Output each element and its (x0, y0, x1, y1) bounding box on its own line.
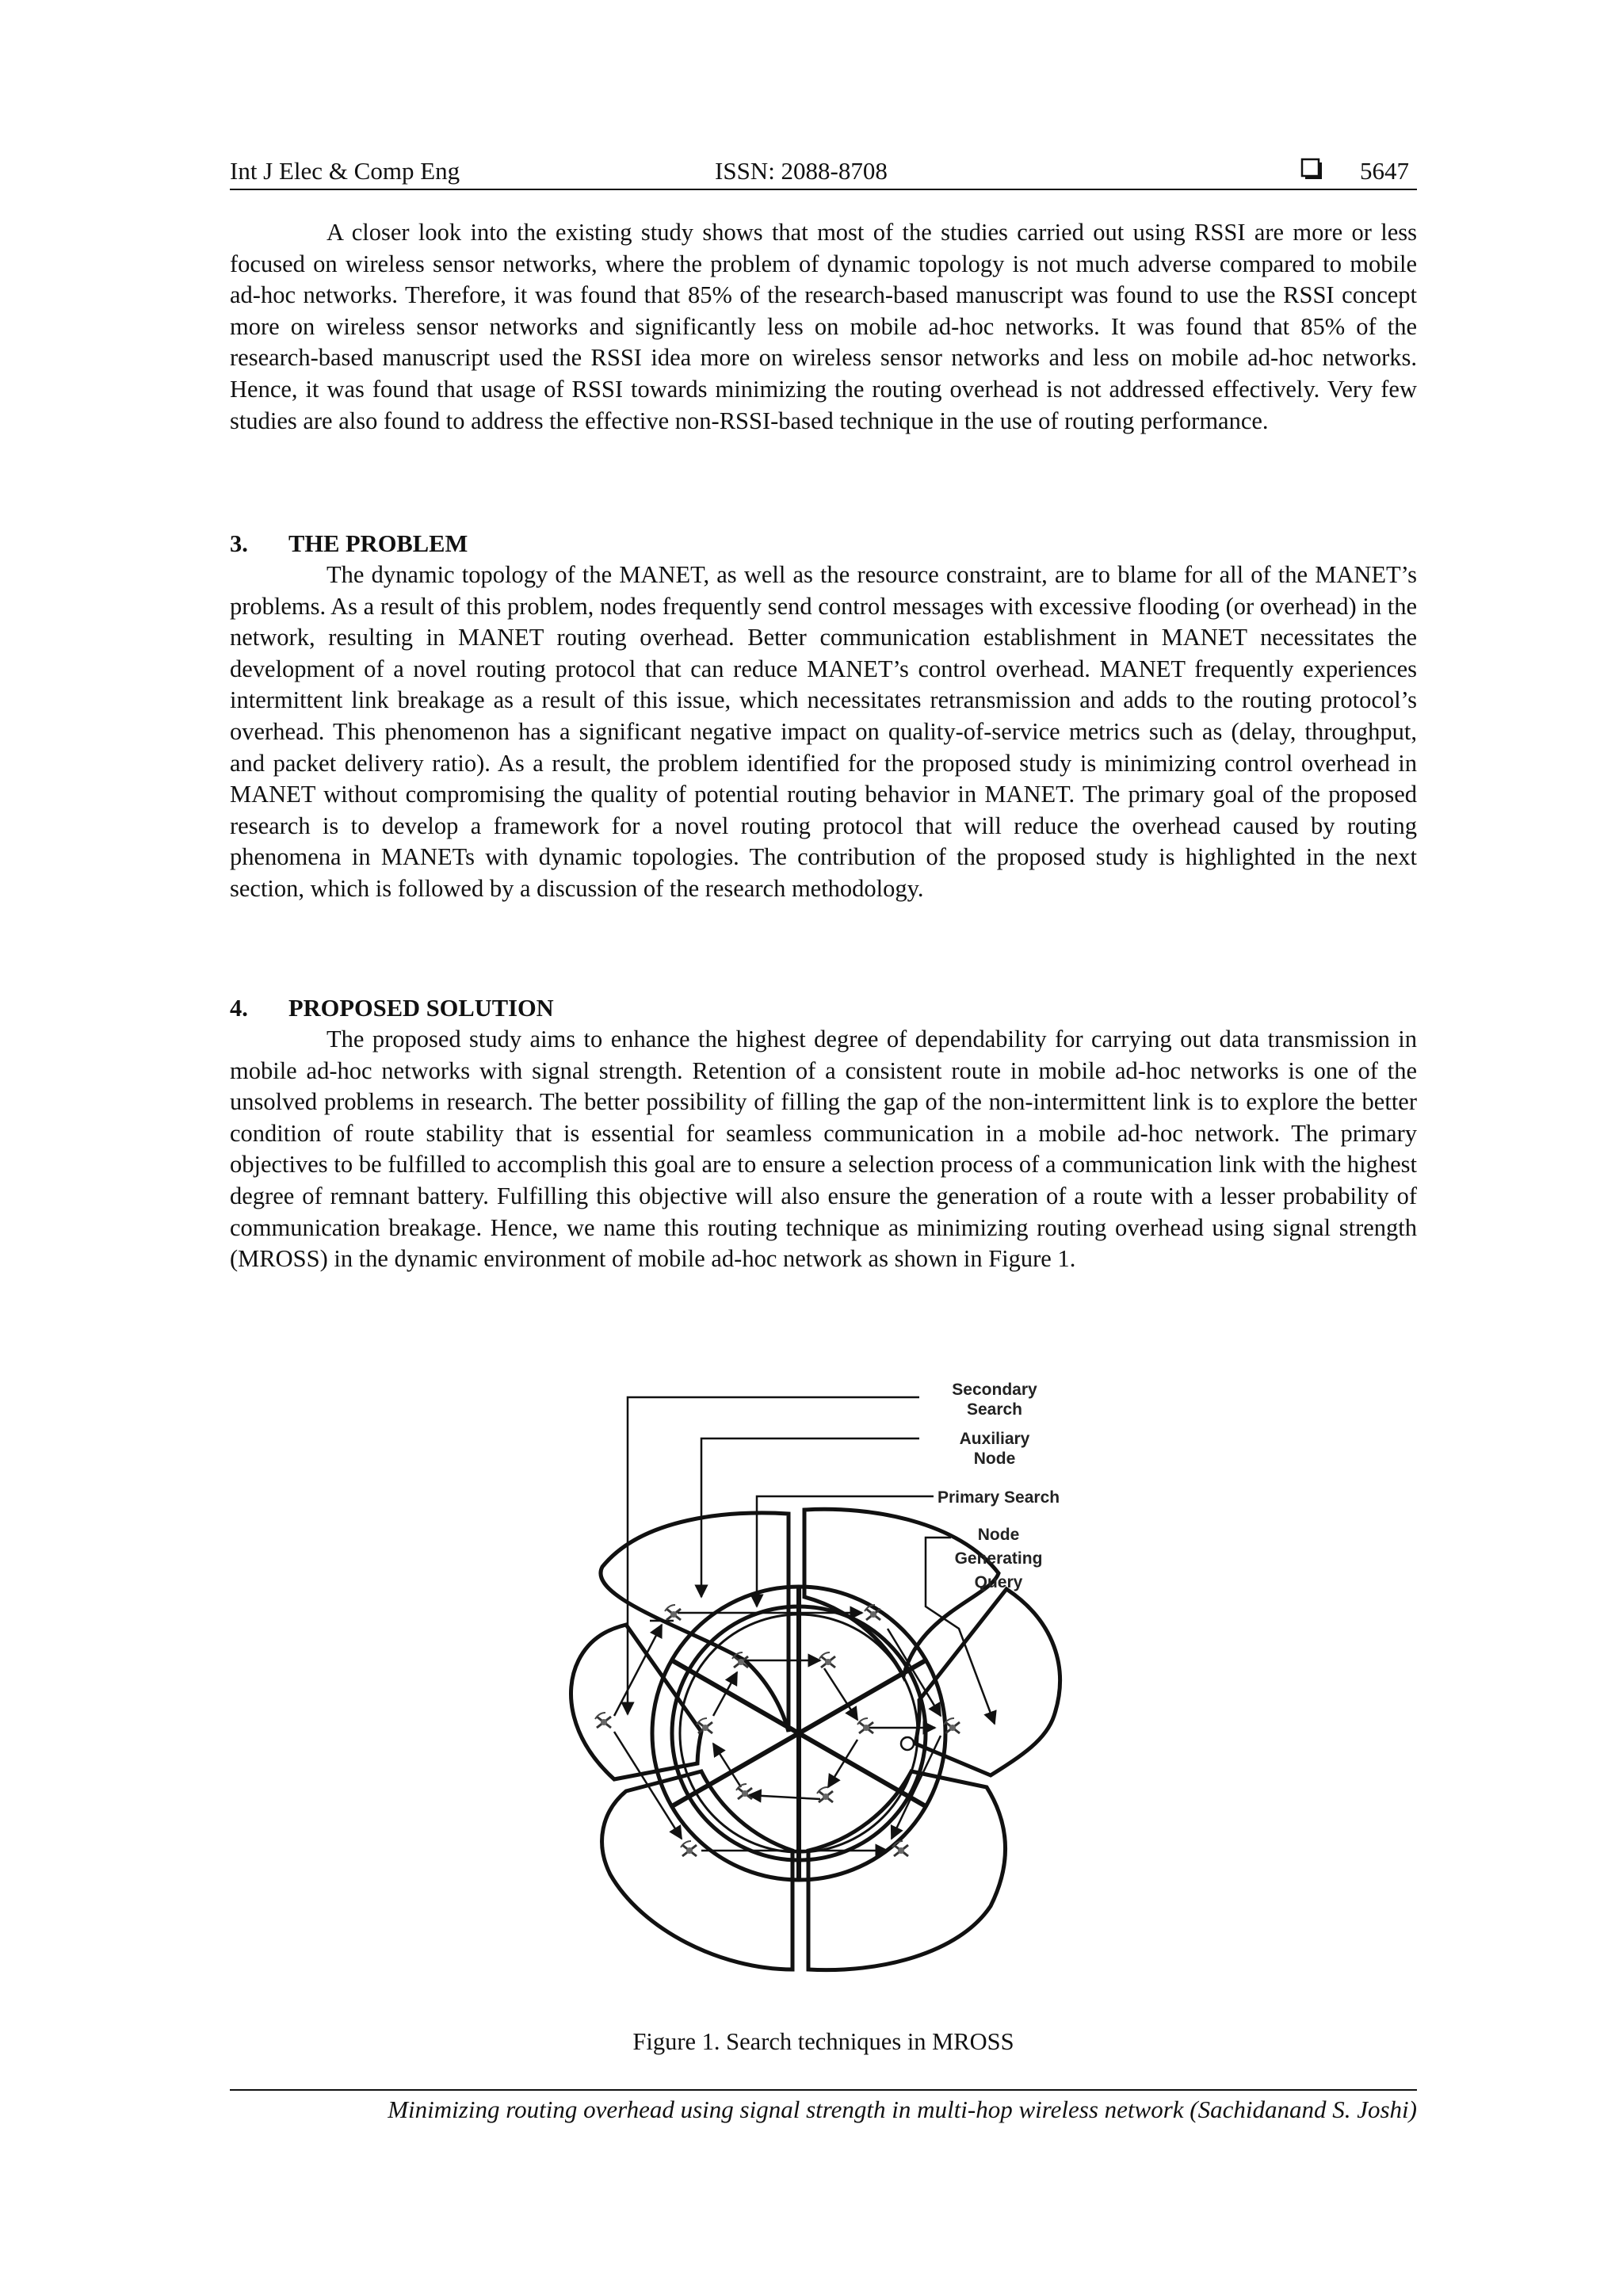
section-4-paragraph: The proposed study aims to enhance the highest degree of dependability for carrying out data transmission in mobile ad-hoc networks with signal strength. Retention of a consistent route in mobile ad-hoc networks is one of the unsolved problems in research. The better possibility of filling the gap of the non-intermittent link is to explore the better condition of route stability that is essential for seamless communication in a mobile ad-hoc network. The primary objectives to be fulfilled to accomplish this goal are to ensure a selection process of a communication link with the highest degree of remnant battery. Fulfilling this objective will also ensure the generation of a route with a lesser probability of communication breakage. Hence, we name this routing technique as minimizing routing overhead using signal strength (MROSS) in the dynamic environment of mobile ad-hoc network as shown in Figure 1. (230, 1026, 1417, 1273)
outer-petal-5 (602, 1771, 792, 1969)
section-4-block (230, 1024, 1417, 1275)
figure-caption: Figure 1. Search techniques in MROSS (632, 2028, 1014, 2055)
outer-petal-1 (601, 1513, 789, 1732)
label-node-1: Node (977, 1526, 1020, 1544)
label-primary-search: Primary Search (938, 1488, 1060, 1507)
intro-block (230, 217, 1417, 437)
label-secondary-1: Secondary (952, 1381, 1037, 1399)
label-secondary-2: Search (966, 1400, 1023, 1419)
issn: ISSN: 2088-8708 (715, 157, 888, 185)
section-4-heading (230, 992, 554, 1024)
footer-rule (230, 2089, 1417, 2091)
label-auxiliary-2: Node (973, 1450, 1016, 1468)
leader-auxiliary (701, 1438, 919, 1597)
section-3-title: THE PROBLEM (288, 530, 468, 557)
label-node-2: Generating (954, 1549, 1043, 1568)
page-number: 5647 (1360, 157, 1409, 185)
label-auxiliary-1: Auxiliary (959, 1430, 1030, 1448)
section-3-paragraph: The dynamic topology of the MANET, as well as the resource constraint, are to blame for all of the MANET’s problems. As a result of this problem, nodes frequently send control messages with excessive flooding (or overhead) in the network, resulting in MANET routing overhead. Better communication establishment in MANET necessitates the development of a novel routing protocol that can reduce MANET’s control overhead. MANET frequently experiences intermittent link breakage as a result of this issue, which necessitates retransmission and adds to the routing protocol’s overhead. This phenomenon has a significant negative impact on quality-of-service metrics such as (delay, throughput, and packet delivery ratio). As a result, the problem identified for the proposed study is minimizing control overhead in MANET without compromising the quality of potential routing behavior in MANET. The primary goal of the proposed research is to develop a framework for a novel routing protocol that will reduce the overhead caused by routing phenomena in MANETs with dynamic topologies. The contribution of the proposed study is highlighted in the next section, which is followed by a discussion of the research methodology. (230, 561, 1417, 902)
satellite-dish-icon (595, 1605, 960, 1856)
figure-diagram (547, 1359, 1117, 1985)
leader-secondary (628, 1397, 919, 1714)
footer-text: Minimizing routing overhead using signal strength in multi-hop wireless network (Sachidanand S. Joshi) (388, 2095, 1417, 2123)
section-3-block (230, 560, 1417, 905)
header-rule (230, 189, 1417, 190)
figure-mross-search (547, 1359, 1117, 1985)
intro-paragraph: A closer look into the existing study shows that most of the studies carried out using RSSI are more or less focused on wireless sensor networks, where the problem of dynamic topology is not much adverse compared to mobile ad-hoc networks. Therefore, it was found that 85% of the research-based manuscript was found to use the RSSI concept more on wireless sensor networks and significantly less on mobile ad-hoc networks. It was found that 85% of the research-based manuscript used the RSSI idea more on wireless sensor networks and less on mobile ad-hoc networks. Hence, it was found that usage of RSSI towards minimizing the routing overhead is not addressed effectively. Very few studies are also found to address the effective non-RSSI-based technique in the use of routing performance. (230, 219, 1417, 434)
section-3-heading (230, 528, 468, 560)
journal-name: Int J Elec & Comp Eng (230, 157, 460, 185)
square-box-icon (1300, 157, 1323, 181)
section-4-title: PROPOSED SOLUTION (288, 995, 554, 1022)
section-4-number: 4. (230, 995, 248, 1022)
section-3-number: 3. (230, 530, 248, 557)
label-node-3: Query (974, 1573, 1023, 1591)
